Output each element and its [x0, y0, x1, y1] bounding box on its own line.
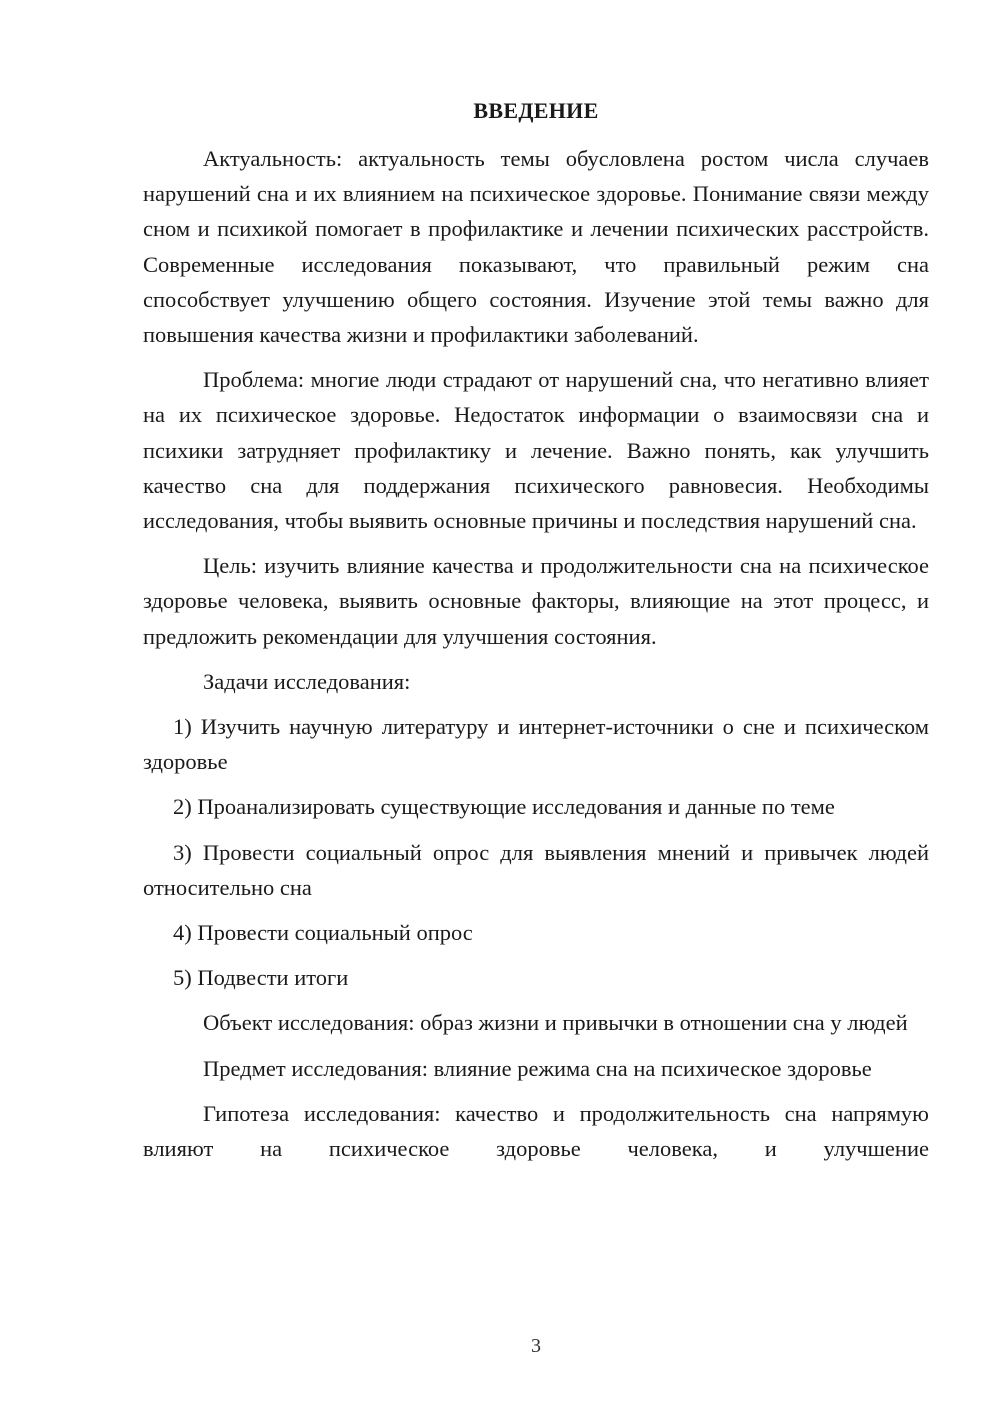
paragraph-subject: Предмет исследования: влияние режима сна на психическое здоровье — [203, 1055, 872, 1081]
paragraph-hypothesis: Гипотеза исследования: качество и продолжительность сна напрямую влияют на психическое здоровье человека, и улучшение — [143, 1100, 929, 1162]
paragraph-object: Объект исследования: образ жизни и привычки в отношении сна у людей — [203, 1010, 908, 1036]
paragraph-tasks-title: Задачи исследования: — [203, 668, 411, 694]
page-number: 3 — [531, 1335, 541, 1357]
task-item-4: 4) Провести социальный опрос — [173, 920, 473, 946]
paragraph-goal: Цель: изучить влияние качества и продолжительности сна на психическое здоровье человека, выявить основные факторы, влияющие на этот процесс, и предложить рекомендации для улучшения состояния. — [143, 553, 929, 649]
task-item-1: 1) Изучить научную литературу и интернет-источники о сне и психическом здоровье — [143, 714, 929, 775]
section-heading: ВВЕДЕНИЕ — [473, 98, 599, 123]
task-item-3: 3) Провести социальный опрос для выявления мнений и привычек людей относительно сна — [143, 839, 929, 900]
paragraph-relevance: Актуальность: актуальность темы обусловлена ростом числа случаев нарушений сна и их влиянием на психическое здоровье. Понимание связи между сном и психикой помогает в профилактике и лечении психических расстройств. Современные исследования показывают, что правильный режим сна способствует улучшению общего состояния. Изучение этой темы важно для повышения качества жизни и профилактики заболеваний. — [143, 146, 929, 348]
paragraph-problem: Проблема: многие люди страдают от нарушений сна, что негативно влияет на их психическое здоровье. Недостаток информации о взаимосвязи сна и психики затрудняет профилактику и лечение. Важно понять, как улучшить качество сна для поддержания психического равновесия. Необходимы исследования, чтобы выявить основные причины и последствия нарушений сна. — [143, 367, 929, 534]
document-page — [143, 0, 929, 1414]
document-body — [143, 141, 929, 1176]
task-item-2: 2) Проанализировать существующие исследования и данные по теме — [173, 794, 835, 820]
task-item-5: 5) Подвести итоги — [173, 965, 349, 991]
